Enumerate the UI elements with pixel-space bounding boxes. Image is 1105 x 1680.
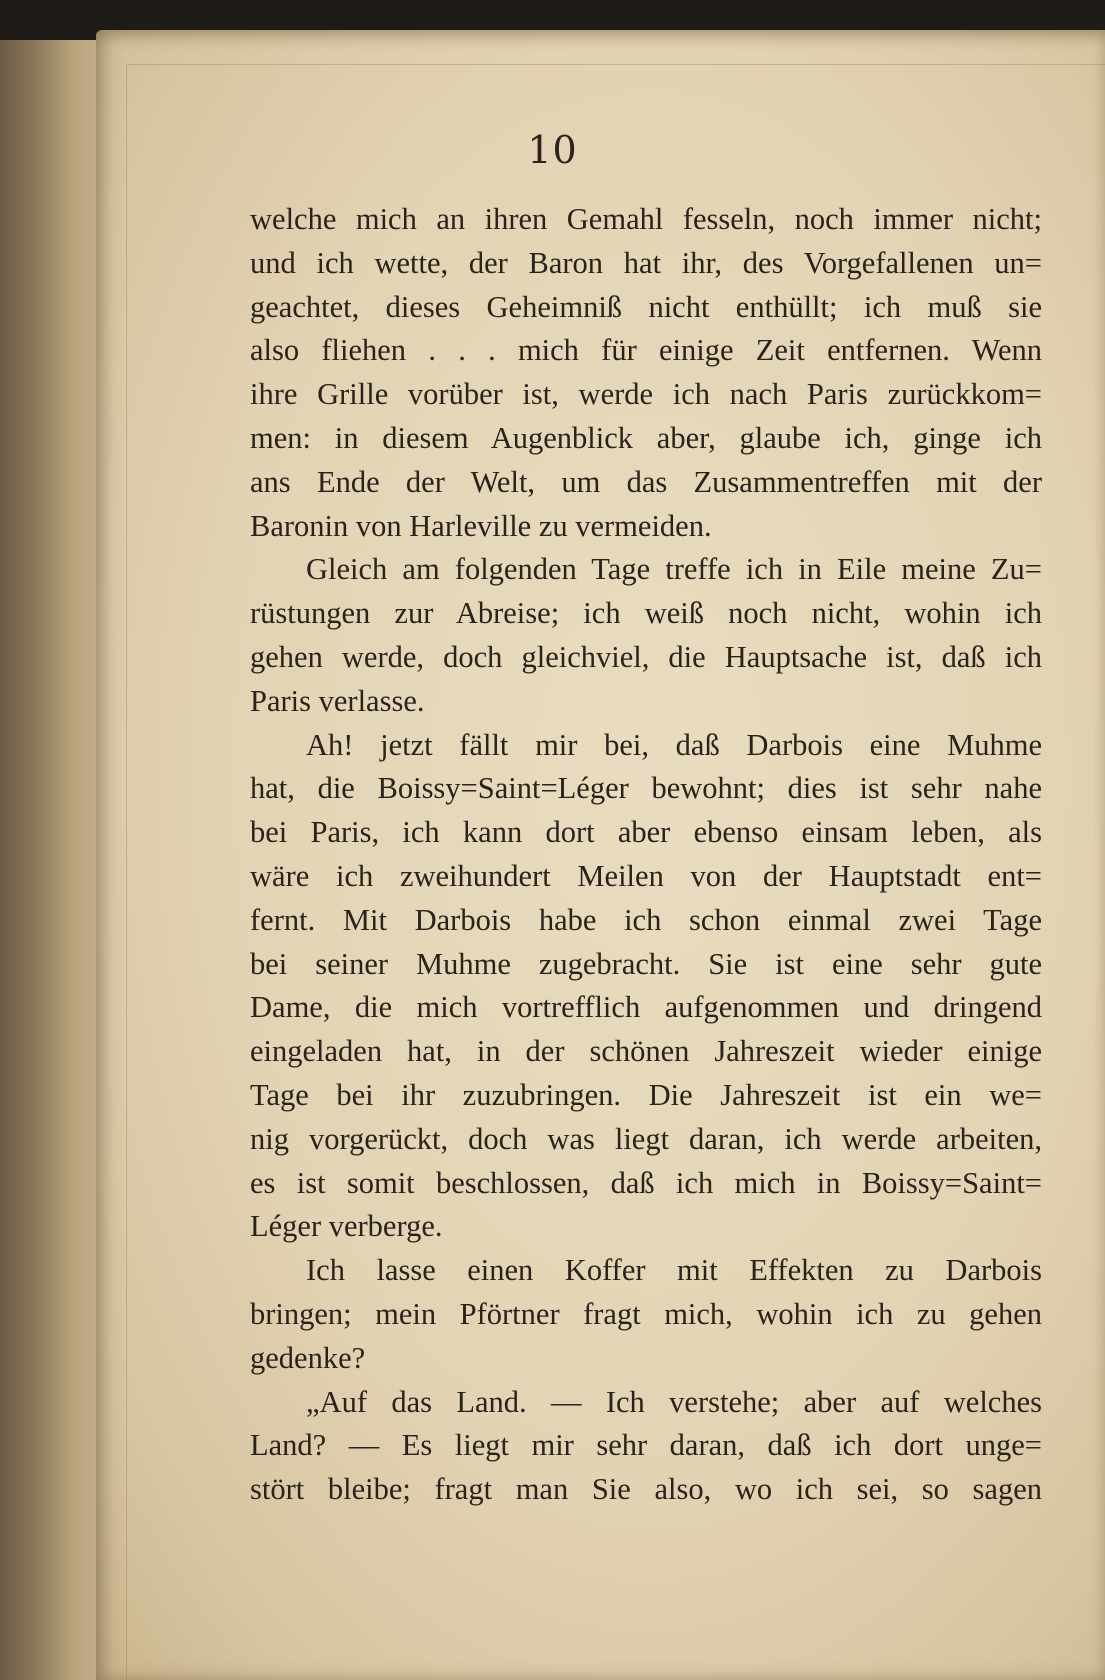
text-line: Paris verlasse. <box>250 683 425 718</box>
text-line: bringen; mein Pförtner fragt mich, wohin ich zu gehen <box>250 1296 1042 1331</box>
text-line: ans Ende der Welt, um das Zusammentreffen mit der <box>250 464 1042 499</box>
text-line: eingeladen hat, in der schönen Jahreszeit wieder einige <box>250 1034 1042 1069</box>
text-line: Dame, die mich vortrefflich aufgenommen und dringend <box>250 990 1042 1025</box>
text-line: Tage bei ihr zuzubringen. Die Jahreszeit ist ein we= <box>250 1077 1042 1112</box>
page-number: 10 <box>527 128 578 172</box>
text-line: fernt. Mit Darbois habe ich schon einmal zwei Tage <box>250 902 1042 937</box>
text-line: welche mich an ihren Gemahl fesseln, noch immer nicht; <box>250 202 1042 236</box>
body-text <box>250 198 1042 1512</box>
text-line: stört bleibe; fragt man Sie also, wo ich sei, so sagen <box>250 1472 1042 1507</box>
text-line: gehen werde, doch gleichviel, die Hauptsache ist, daß ich <box>250 639 1042 674</box>
text-line: rüstungen zur Abreise; ich weiß noch nicht, wohin ich <box>250 596 1042 631</box>
text-line: bei Paris, ich kann dort aber ebenso einsam leben, als <box>250 815 1042 850</box>
text-line: geachtet, dieses Geheimniß nicht enthüllt; ich muß sie <box>250 289 1042 324</box>
text-line: ihre Grille vorüber ist, werde ich nach Paris zurückkom= <box>250 377 1042 412</box>
text-line: Gleich am folgenden Tage treffe ich in Eile meine Zu= <box>306 552 1042 587</box>
text-line: und ich wette, der Baron hat ihr, des Vorgefallenen un= <box>250 245 1042 280</box>
text-line: bei seiner Muhme zugebracht. Sie ist eine sehr gute <box>250 946 1042 981</box>
text-line: wäre ich zweihundert Meilen von der Hauptstadt ent= <box>250 858 1042 893</box>
text-line: nig vorgerückt, doch was liegt daran, ich werde arbeiten, <box>250 1121 1042 1156</box>
text-line: Baronin von Harleville zu vermeiden. <box>250 508 712 543</box>
text-line: „Auf das Land. — Ich verstehe; aber auf welches <box>306 1384 1042 1419</box>
text-line: Léger verberge. <box>250 1209 443 1244</box>
text-line: Land? — Es liegt mir sehr daran, daß ich dort unge= <box>250 1428 1042 1463</box>
text-line: hat, die Boissy=Saint=Léger bewohnt; dies ist sehr nahe <box>250 771 1042 806</box>
text-line: also fliehen . . . mich für einige Zeit entfernen. Wenn <box>250 333 1042 368</box>
text-line: gedenke? <box>250 1340 366 1375</box>
text-line: Ich lasse einen Koffer mit Effekten zu Darbois <box>306 1253 1042 1288</box>
text-line: men: in diesem Augenblick aber, glaube ich, ginge ich <box>250 420 1042 455</box>
text-line: es ist somit beschlossen, daß ich mich in Boissy=Saint= <box>250 1165 1042 1200</box>
text-line: Ah! jetzt fällt mir bei, daß Darbois eine Muhme <box>306 727 1042 762</box>
